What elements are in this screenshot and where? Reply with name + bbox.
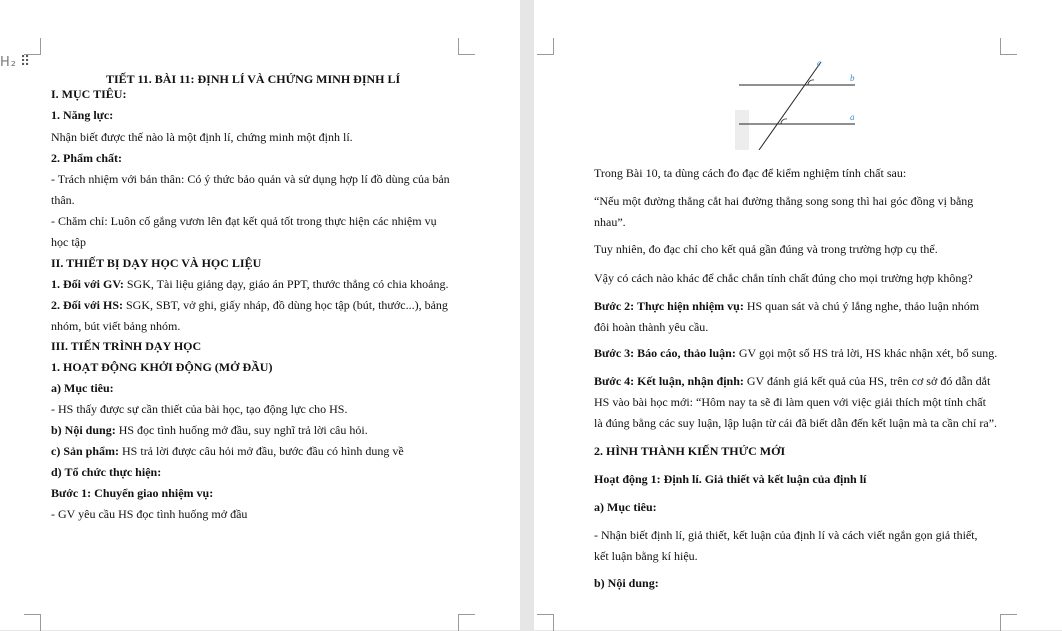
crop-mark	[458, 38, 475, 55]
label-b: b	[850, 73, 855, 83]
paragraph	[594, 299, 979, 313]
paragraph: Trong Bài 10, ta dùng cách đo đạc để kiểm nghiệm tính chất sau:	[594, 166, 907, 180]
text: HS quan sát và chú ý lắng nghe, thảo luận nhóm	[743, 299, 980, 313]
label: Bước 4: Kết luận, nhận định:	[594, 374, 744, 388]
paragraph: HS vào bài học mới: “Hôm nay ta sẽ đi làm quen với việc giải thích một tính chất	[594, 395, 986, 409]
label: c) Sản phẩm:	[51, 444, 120, 458]
crop-mark	[458, 614, 475, 631]
section-heading: III. TIẾN TRÌNH DẠY HỌC	[51, 339, 202, 353]
paragraph: - Trách nhiệm với bản thân: Có ý thức bảo quản và sử dụng hợp lí đồ dùng của bản	[51, 172, 450, 186]
label: b) Nội dung:	[51, 423, 116, 437]
document-page-left	[0, 0, 520, 630]
text: GV đánh giá kết quả của HS, trên cơ sở đó dẫn dắt	[743, 374, 991, 388]
paragraph: Tuy nhiên, đo đạc chỉ cho kết quả gần đúng và trong trường hợp cụ thể.	[594, 242, 938, 256]
text: GV gọi một số HS trả lời, HS khác nhận xét, bổ sung.	[735, 346, 998, 360]
heading-level-icon: H₂	[0, 55, 17, 70]
paragraph	[594, 346, 997, 360]
text: SGK, Tài liệu giảng dạy, giáo án PPT, thước thẳng có chia khoảng.	[123, 277, 449, 291]
paragraph: - Nhận biết định lí, giả thiết, kết luận của định lí và cách viết ngắn gọn giả thiết,	[594, 528, 978, 542]
paragraph: học tập	[51, 235, 86, 249]
crop-mark	[24, 38, 41, 55]
paragraph: “Nếu một đường thẳng cắt hai đường thẳng song song thì hai góc đồng vị bằng	[594, 194, 974, 208]
section-heading: I. MỤC TIÊU:	[51, 87, 127, 101]
paragraph	[51, 444, 404, 458]
image-fragment	[735, 110, 749, 150]
paragraph	[51, 423, 368, 437]
heading-style-marker[interactable]	[0, 54, 31, 70]
subheading: d) Tổ chức thực hiện:	[51, 465, 162, 479]
section-heading: II. THIẾT BỊ DẠY HỌC VÀ HỌC LIỆU	[51, 256, 262, 270]
subheading: a) Mục tiêu:	[594, 500, 657, 514]
paragraph: thân.	[51, 193, 75, 207]
crop-mark	[537, 38, 554, 55]
subheading: 2. Phẩm chất:	[51, 151, 122, 165]
label-c: c	[817, 58, 821, 68]
paragraph: - GV yêu cầu HS đọc tình huống mở đầu	[51, 507, 248, 521]
paragraph	[594, 374, 990, 388]
paragraph: - HS thấy được sự cần thiết của bài học, tạo động lực cho HS.	[51, 402, 348, 416]
label-a: a	[850, 112, 855, 122]
subheading: b) Nội dung:	[594, 576, 659, 590]
crop-mark	[1000, 614, 1017, 631]
paragraph: - Chăm chỉ: Luôn cố gắng vươn lên đạt kết quả tốt trong thực hiện các nhiệm vụ	[51, 214, 437, 228]
text: SGK, SBT, vở ghi, giấy nháp, đồ dùng học tập (bút, thước...), bảng	[122, 298, 448, 312]
section-heading: 2. HÌNH THÀNH KIẾN THỨC MỚI	[594, 444, 786, 458]
paragraph: Vậy có cách nào khác để chắc chắn tính chất đúng cho mọi trường hợp không?	[594, 271, 973, 285]
paragraph: là đúng bằng các suy luận, lập luận từ cái đã biết dẫn đến kết luận mà ta cần chỉ ra”.	[594, 416, 998, 430]
text: HS đọc tình huống mở đầu, suy nghĩ trả lời câu hỏi.	[115, 423, 368, 437]
label: 2. Đối với HS:	[51, 298, 123, 312]
crop-mark	[24, 614, 41, 631]
section-heading: 1. HOẠT ĐỘNG KHỞI ĐỘNG (MỞ ĐẦU)	[51, 360, 273, 374]
crop-mark	[537, 614, 554, 631]
angle-mark-b	[808, 80, 814, 85]
label: Bước 2: Thực hiện nhiệm vụ:	[594, 299, 744, 313]
crop-mark	[1000, 38, 1017, 55]
label: Bước 3: Báo cáo, thảo luận:	[594, 346, 736, 360]
subheading: Hoạt động 1: Định lí. Giả thiết và kết luận của định lí	[594, 472, 867, 486]
paragraph: nhau”.	[594, 215, 626, 229]
parallel-lines-figure	[735, 58, 860, 150]
paragraph	[51, 277, 448, 291]
paragraph: Nhận biết được thế nào là một định lí, chứng minh một định lí.	[51, 130, 353, 144]
drag-handle-icon[interactable]: ⠿	[20, 54, 32, 70]
paragraph	[51, 298, 448, 312]
text: HS trả lời được câu hỏi mở đầu, bước đầu có hình dung về	[119, 444, 404, 458]
subheading: 1. Năng lực:	[51, 108, 114, 122]
label: 1. Đối với GV:	[51, 277, 124, 291]
line-c	[759, 62, 821, 150]
paragraph: kết luận bằng kí hiệu.	[594, 549, 698, 563]
subheading: a) Mục tiêu:	[51, 381, 114, 395]
lesson-title: TIẾT 11. BÀI 11: ĐỊNH LÍ VÀ CHỨNG MINH ĐỊNH LÍ	[106, 72, 401, 86]
angle-mark-a	[781, 119, 787, 124]
paragraph: đôi hoàn thành yêu cầu.	[594, 320, 709, 334]
paragraph: nhóm, bút viết bảng nhóm.	[51, 319, 181, 333]
subheading: Bước 1: Chuyển giao nhiệm vụ:	[51, 486, 214, 500]
